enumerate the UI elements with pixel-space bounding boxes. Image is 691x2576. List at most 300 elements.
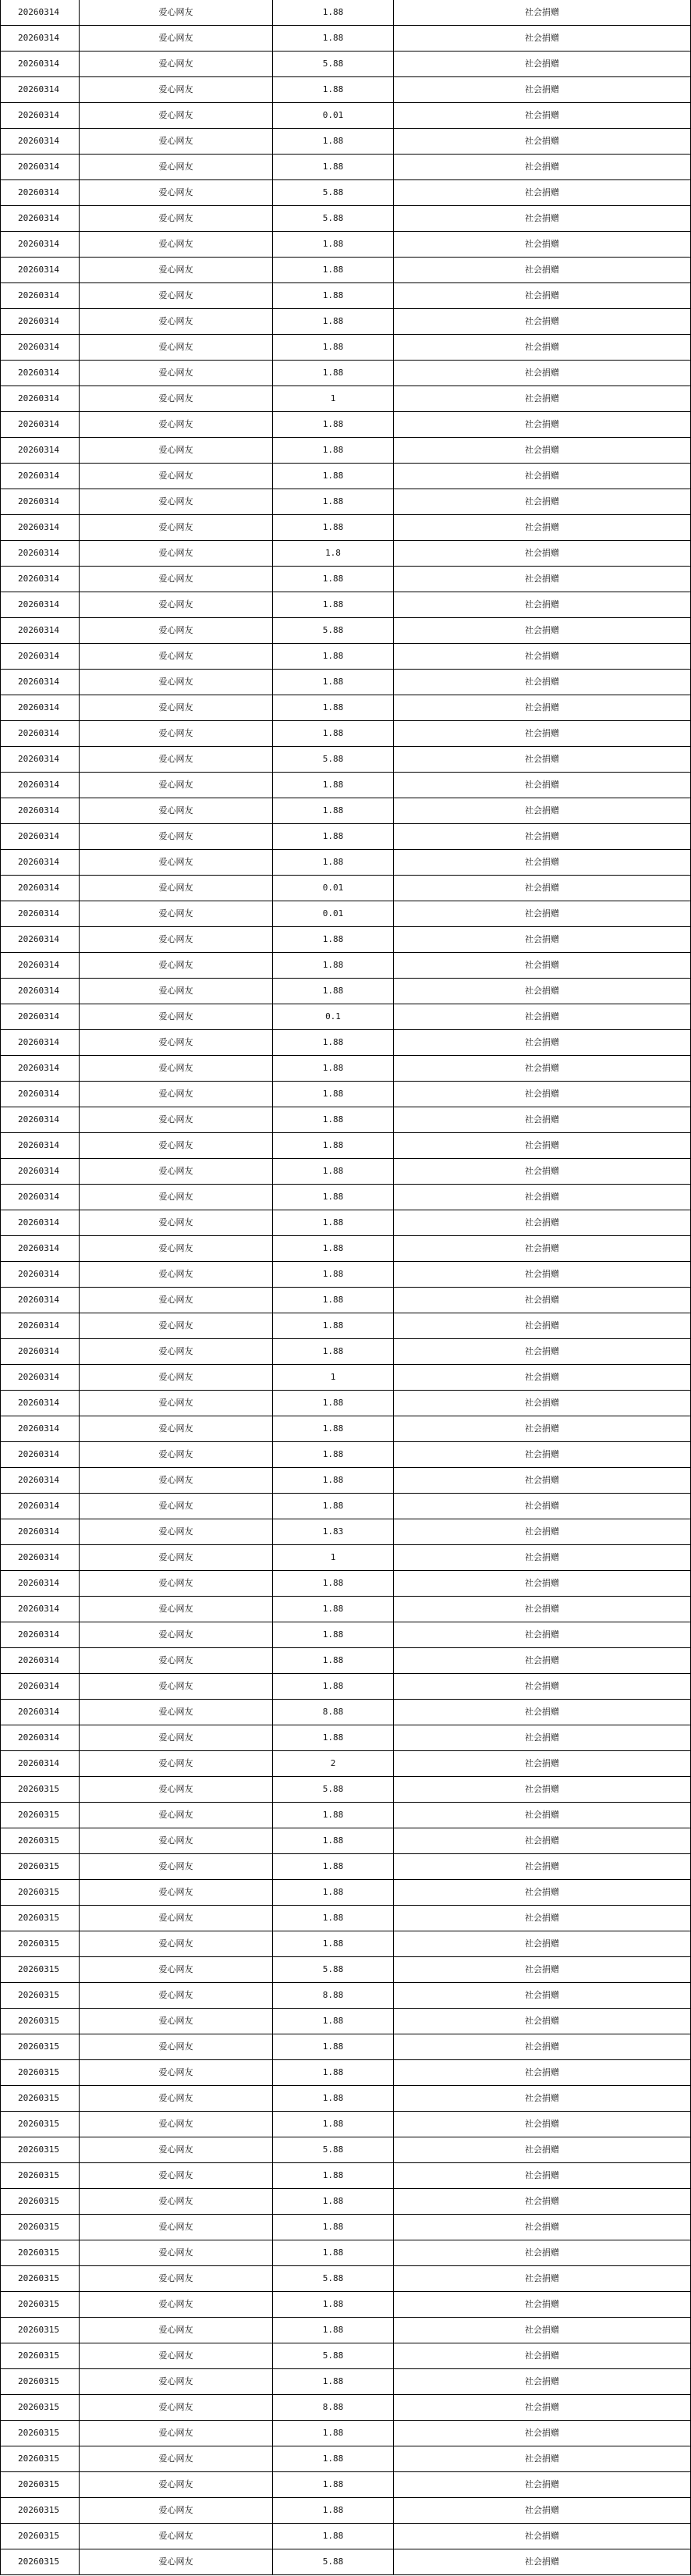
donor-cell: 爱心网友 [80, 1571, 273, 1597]
donation-type-cell: 社会捐赠 [394, 386, 691, 412]
donor-cell: 爱心网友 [80, 1442, 273, 1468]
donation-type-cell: 社会捐赠 [394, 2369, 691, 2395]
amount-cell: 1.88 [273, 2060, 394, 2086]
amount-cell: 0.01 [273, 901, 394, 927]
donor-cell: 爱心网友 [80, 1391, 273, 1416]
donor-cell: 爱心网友 [80, 2137, 273, 2163]
date-cell: 20260314 [1, 1571, 80, 1597]
donation-type-cell: 社会捐赠 [394, 618, 691, 644]
date-cell: 20260314 [1, 232, 80, 258]
table-row [1, 283, 691, 309]
donor-cell: 爱心网友 [80, 155, 273, 180]
date-cell: 20260315 [1, 1854, 80, 1880]
donor-cell: 爱心网友 [80, 1880, 273, 1906]
table-row [1, 1416, 691, 1442]
amount-cell: 5.88 [273, 2549, 394, 2575]
date-cell: 20260315 [1, 2549, 80, 2575]
table-row [1, 1185, 691, 1210]
donation-type-cell: 社会捐赠 [394, 2421, 691, 2446]
donation-type-cell: 社会捐赠 [394, 1416, 691, 1442]
donation-type-cell: 社会捐赠 [394, 1648, 691, 1674]
donation-type-cell: 社会捐赠 [394, 747, 691, 773]
amount-cell: 1.88 [273, 2189, 394, 2215]
donation-type-cell: 社会捐赠 [394, 2240, 691, 2266]
date-cell: 20260314 [1, 335, 80, 361]
date-cell: 20260314 [1, 953, 80, 979]
amount-cell: 1.88 [273, 2240, 394, 2266]
table-row [1, 2086, 691, 2112]
donor-cell: 爱心网友 [80, 2369, 273, 2395]
table-row [1, 1056, 691, 1082]
date-cell: 20260315 [1, 1906, 80, 1931]
date-cell: 20260314 [1, 309, 80, 335]
amount-cell: 1.88 [273, 1906, 394, 1931]
amount-cell: 1.88 [273, 335, 394, 361]
date-cell: 20260314 [1, 1313, 80, 1339]
donation-type-cell: 社会捐赠 [394, 0, 691, 26]
amount-cell: 5.88 [273, 618, 394, 644]
donation-type-cell: 社会捐赠 [394, 1957, 691, 1983]
donation-type-cell: 社会捐赠 [394, 1159, 691, 1185]
table-row [1, 1957, 691, 1983]
table-row [1, 0, 691, 26]
donation-type-cell: 社会捐赠 [394, 979, 691, 1004]
donation-type-cell: 社会捐赠 [394, 232, 691, 258]
donor-cell: 爱心网友 [80, 541, 273, 567]
donation-type-cell: 社会捐赠 [394, 1107, 691, 1133]
donation-type-cell: 社会捐赠 [394, 2395, 691, 2421]
donor-cell: 爱心网友 [80, 592, 273, 618]
date-cell: 20260315 [1, 2498, 80, 2524]
donation-type-cell: 社会捐赠 [394, 2060, 691, 2086]
table-row [1, 1313, 691, 1339]
donation-type-cell: 社会捐赠 [394, 721, 691, 747]
donor-cell: 爱心网友 [80, 927, 273, 953]
date-cell: 20260314 [1, 773, 80, 798]
amount-cell: 1.88 [273, 2318, 394, 2343]
amount-cell: 1.88 [273, 695, 394, 721]
table-row [1, 876, 691, 901]
table-row [1, 1494, 691, 1519]
donor-cell: 爱心网友 [80, 2318, 273, 2343]
amount-cell: 1.88 [273, 438, 394, 464]
date-cell: 20260314 [1, 26, 80, 52]
table-row [1, 2060, 691, 2086]
amount-cell: 1.88 [273, 1597, 394, 1622]
table-row [1, 1236, 691, 1262]
date-cell: 20260315 [1, 1931, 80, 1957]
amount-cell: 1.88 [273, 0, 394, 26]
donor-cell: 爱心网友 [80, 77, 273, 103]
date-cell: 20260315 [1, 2472, 80, 2498]
date-cell: 20260314 [1, 567, 80, 592]
amount-cell: 5.88 [273, 2137, 394, 2163]
donation-type-cell: 社会捐赠 [394, 670, 691, 695]
date-cell: 20260315 [1, 2086, 80, 2112]
amount-cell: 5.88 [273, 1957, 394, 1983]
amount-cell: 1.88 [273, 2086, 394, 2112]
donation-type-cell: 社会捐赠 [394, 1442, 691, 1468]
amount-cell: 1.88 [273, 567, 394, 592]
amount-cell: 1.88 [273, 2215, 394, 2240]
table-row [1, 361, 691, 386]
amount-cell: 1.88 [273, 721, 394, 747]
date-cell: 20260315 [1, 2421, 80, 2446]
amount-cell: 1.88 [273, 2524, 394, 2549]
donor-cell: 爱心网友 [80, 1313, 273, 1339]
donation-type-cell: 社会捐赠 [394, 438, 691, 464]
date-cell: 20260314 [1, 695, 80, 721]
table-row [1, 1107, 691, 1133]
amount-cell: 0.1 [273, 1004, 394, 1030]
donation-type-cell: 社会捐赠 [394, 695, 691, 721]
amount-cell: 5.88 [273, 206, 394, 232]
donation-type-cell: 社会捐赠 [394, 798, 691, 824]
donor-cell: 爱心网友 [80, 798, 273, 824]
donor-cell: 爱心网友 [80, 721, 273, 747]
donation-type-cell: 社会捐赠 [394, 1622, 691, 1648]
donation-type-cell: 社会捐赠 [394, 2472, 691, 2498]
date-cell: 20260314 [1, 1082, 80, 1107]
date-cell: 20260314 [1, 129, 80, 155]
table-row [1, 670, 691, 695]
donor-cell: 爱心网友 [80, 1056, 273, 1082]
date-cell: 20260315 [1, 2137, 80, 2163]
amount-cell: 8.88 [273, 1983, 394, 2009]
table-row [1, 26, 691, 52]
donor-cell: 爱心网友 [80, 309, 273, 335]
date-cell: 20260315 [1, 2446, 80, 2472]
donation-type-cell: 社会捐赠 [394, 1545, 691, 1571]
table-row [1, 1571, 691, 1597]
date-cell: 20260314 [1, 1133, 80, 1159]
date-cell: 20260314 [1, 541, 80, 567]
donor-cell: 爱心网友 [80, 670, 273, 695]
amount-cell: 1.88 [273, 2112, 394, 2137]
donation-type-cell: 社会捐赠 [394, 567, 691, 592]
date-cell: 20260314 [1, 0, 80, 26]
date-cell: 20260315 [1, 2189, 80, 2215]
amount-cell: 1.88 [273, 1803, 394, 1828]
amount-cell: 5.88 [273, 2266, 394, 2292]
donation-type-cell: 社会捐赠 [394, 1210, 691, 1236]
table-row [1, 2137, 691, 2163]
donor-cell: 爱心网友 [80, 1262, 273, 1288]
table-row [1, 618, 691, 644]
amount-cell: 1.88 [273, 979, 394, 1004]
amount-cell: 0.01 [273, 103, 394, 129]
date-cell: 20260314 [1, 77, 80, 103]
donation-type-cell: 社会捐赠 [394, 1880, 691, 1906]
date-cell: 20260315 [1, 1957, 80, 1983]
table-row [1, 1210, 691, 1236]
amount-cell: 1.88 [273, 1133, 394, 1159]
donor-cell: 爱心网友 [80, 206, 273, 232]
donor-cell: 爱心网友 [80, 2034, 273, 2060]
table-row [1, 2292, 691, 2318]
date-cell: 20260314 [1, 592, 80, 618]
amount-cell: 1.88 [273, 1313, 394, 1339]
donation-type-cell: 社会捐赠 [394, 1983, 691, 2009]
amount-cell: 1.88 [273, 2472, 394, 2498]
donor-cell: 爱心网友 [80, 1725, 273, 1751]
donor-cell: 爱心网友 [80, 1777, 273, 1803]
amount-cell: 8.88 [273, 1700, 394, 1725]
donation-type-cell: 社会捐赠 [394, 1931, 691, 1957]
table-row [1, 489, 691, 515]
donation-type-cell: 社会捐赠 [394, 773, 691, 798]
donation-type-cell: 社会捐赠 [394, 1725, 691, 1751]
donation-type-cell: 社会捐赠 [394, 876, 691, 901]
donation-type-cell: 社会捐赠 [394, 412, 691, 438]
amount-cell: 1.88 [273, 2292, 394, 2318]
donor-cell: 爱心网友 [80, 2086, 273, 2112]
donor-cell: 爱心网友 [80, 618, 273, 644]
amount-cell: 1.88 [273, 1339, 394, 1365]
table-row [1, 1803, 691, 1828]
amount-cell: 1.88 [273, 670, 394, 695]
amount-cell: 1.88 [273, 464, 394, 489]
amount-cell: 1.88 [273, 773, 394, 798]
donation-type-cell: 社会捐赠 [394, 489, 691, 515]
amount-cell: 1.88 [273, 1391, 394, 1416]
date-cell: 20260314 [1, 438, 80, 464]
amount-cell: 1.88 [273, 927, 394, 953]
table-row [1, 824, 691, 850]
donation-type-cell: 社会捐赠 [394, 1288, 691, 1313]
table-row [1, 1339, 691, 1365]
donor-cell: 爱心网友 [80, 695, 273, 721]
amount-cell: 1.88 [273, 644, 394, 670]
table-row [1, 1828, 691, 1854]
date-cell: 20260314 [1, 850, 80, 876]
amount-cell: 1.88 [273, 1674, 394, 1700]
amount-cell: 1.88 [273, 953, 394, 979]
table-row [1, 2343, 691, 2369]
donor-cell: 爱心网友 [80, 1828, 273, 1854]
donor-cell: 爱心网友 [80, 1107, 273, 1133]
donation-type-cell: 社会捐赠 [394, 2266, 691, 2292]
donation-type-cell: 社会捐赠 [394, 180, 691, 206]
table-row [1, 2472, 691, 2498]
donor-cell: 爱心网友 [80, 1519, 273, 1545]
amount-cell: 1.8 [273, 541, 394, 567]
donor-cell: 爱心网友 [80, 1468, 273, 1494]
donation-type-cell: 社会捐赠 [394, 1391, 691, 1416]
amount-cell: 1.88 [273, 258, 394, 283]
date-cell: 20260314 [1, 1674, 80, 1700]
donation-type-cell: 社会捐赠 [394, 2343, 691, 2369]
donation-type-cell: 社会捐赠 [394, 1854, 691, 1880]
amount-cell: 2 [273, 1751, 394, 1777]
date-cell: 20260314 [1, 1339, 80, 1365]
donor-cell: 爱心网友 [80, 103, 273, 129]
donor-cell: 爱心网友 [80, 1339, 273, 1365]
table-row [1, 1082, 691, 1107]
date-cell: 20260314 [1, 1210, 80, 1236]
donor-cell: 爱心网友 [80, 1674, 273, 1700]
table-row [1, 1288, 691, 1313]
date-cell: 20260315 [1, 2112, 80, 2137]
date-cell: 20260314 [1, 52, 80, 77]
amount-cell: 1.88 [273, 1494, 394, 1519]
amount-cell: 1 [273, 1365, 394, 1391]
date-cell: 20260314 [1, 901, 80, 927]
table-row [1, 258, 691, 283]
date-cell: 20260314 [1, 927, 80, 953]
amount-cell: 1.88 [273, 1288, 394, 1313]
table-row [1, 1133, 691, 1159]
donation-type-cell: 社会捐赠 [394, 52, 691, 77]
donation-type-cell: 社会捐赠 [394, 901, 691, 927]
date-cell: 20260315 [1, 2524, 80, 2549]
table-row [1, 773, 691, 798]
donation-type-cell: 社会捐赠 [394, 1906, 691, 1931]
date-cell: 20260315 [1, 2395, 80, 2421]
date-cell: 20260314 [1, 1519, 80, 1545]
table-row [1, 1468, 691, 1494]
amount-cell: 1.88 [273, 824, 394, 850]
table-row [1, 1519, 691, 1545]
donor-cell: 爱心网友 [80, 979, 273, 1004]
table-row [1, 2266, 691, 2292]
donation-type-cell: 社会捐赠 [394, 2086, 691, 2112]
donation-type-cell: 社会捐赠 [394, 1185, 691, 1210]
date-cell: 20260315 [1, 1880, 80, 1906]
donation-type-cell: 社会捐赠 [394, 103, 691, 129]
date-cell: 20260314 [1, 1648, 80, 1674]
date-cell: 20260314 [1, 1700, 80, 1725]
date-cell: 20260314 [1, 1107, 80, 1133]
donor-cell: 爱心网友 [80, 901, 273, 927]
donation-type-cell: 社会捐赠 [394, 2549, 691, 2575]
donation-type-cell: 社会捐赠 [394, 2524, 691, 2549]
table-row [1, 979, 691, 1004]
donor-cell: 爱心网友 [80, 644, 273, 670]
table-row [1, 1983, 691, 2009]
table-row [1, 2395, 691, 2421]
date-cell: 20260314 [1, 180, 80, 206]
table-row [1, 1365, 691, 1391]
donor-cell: 爱心网友 [80, 180, 273, 206]
date-cell: 20260314 [1, 1725, 80, 1751]
donation-type-cell: 社会捐赠 [394, 2292, 691, 2318]
donation-type-cell: 社会捐赠 [394, 1004, 691, 1030]
donation-type-cell: 社会捐赠 [394, 2446, 691, 2472]
date-cell: 20260314 [1, 283, 80, 309]
table-row [1, 77, 691, 103]
donor-cell: 爱心网友 [80, 953, 273, 979]
donor-cell: 爱心网友 [80, 2549, 273, 2575]
donation-type-cell: 社会捐赠 [394, 2189, 691, 2215]
donation-type-cell: 社会捐赠 [394, 206, 691, 232]
donor-cell: 爱心网友 [80, 2498, 273, 2524]
donor-cell: 爱心网友 [80, 1751, 273, 1777]
donor-cell: 爱心网友 [80, 567, 273, 592]
donation-type-cell: 社会捐赠 [394, 2034, 691, 2060]
amount-cell: 1.88 [273, 1056, 394, 1082]
amount-cell: 1.88 [273, 1854, 394, 1880]
date-cell: 20260315 [1, 2343, 80, 2369]
table-row [1, 1725, 691, 1751]
donation-type-cell: 社会捐赠 [394, 644, 691, 670]
donor-cell: 爱心网友 [80, 2472, 273, 2498]
donation-type-cell: 社会捐赠 [394, 129, 691, 155]
donation-type-cell: 社会捐赠 [394, 1313, 691, 1339]
date-cell: 20260314 [1, 1622, 80, 1648]
donor-cell: 爱心网友 [80, 1288, 273, 1313]
donation-type-cell: 社会捐赠 [394, 283, 691, 309]
donation-type-cell: 社会捐赠 [394, 1236, 691, 1262]
donation-type-cell: 社会捐赠 [394, 515, 691, 541]
table-row [1, 850, 691, 876]
donation-type-cell: 社会捐赠 [394, 2163, 691, 2189]
table-row [1, 1777, 691, 1803]
amount-cell: 1.88 [273, 1159, 394, 1185]
table-row [1, 2549, 691, 2575]
amount-cell: 1.88 [273, 2421, 394, 2446]
table-row [1, 1906, 691, 1931]
amount-cell: 5.88 [273, 2343, 394, 2369]
amount-cell: 1.88 [273, 1262, 394, 1288]
donor-cell: 爱心网友 [80, 2112, 273, 2137]
donor-cell: 爱心网友 [80, 361, 273, 386]
donation-type-cell: 社会捐赠 [394, 953, 691, 979]
donation-type-cell: 社会捐赠 [394, 1751, 691, 1777]
date-cell: 20260314 [1, 206, 80, 232]
table-row [1, 1159, 691, 1185]
donor-cell: 爱心网友 [80, 2524, 273, 2549]
table-row [1, 901, 691, 927]
amount-cell: 1.88 [273, 1185, 394, 1210]
date-cell: 20260314 [1, 1391, 80, 1416]
date-cell: 20260314 [1, 1365, 80, 1391]
date-cell: 20260314 [1, 747, 80, 773]
date-cell: 20260314 [1, 155, 80, 180]
date-cell: 20260314 [1, 258, 80, 283]
date-cell: 20260314 [1, 670, 80, 695]
donation-type-cell: 社会捐赠 [394, 1700, 691, 1725]
amount-cell: 5.88 [273, 747, 394, 773]
amount-cell: 1.88 [273, 2163, 394, 2189]
amount-cell: 1.88 [273, 592, 394, 618]
donor-cell: 爱心网友 [80, 2266, 273, 2292]
table-row [1, 2446, 691, 2472]
donation-type-cell: 社会捐赠 [394, 1828, 691, 1854]
donor-cell: 爱心网友 [80, 1082, 273, 1107]
table-row [1, 1004, 691, 1030]
amount-cell: 1.88 [273, 77, 394, 103]
table-row [1, 1442, 691, 1468]
date-cell: 20260314 [1, 386, 80, 412]
table-row [1, 2009, 691, 2034]
date-cell: 20260315 [1, 2060, 80, 2086]
donation-type-cell: 社会捐赠 [394, 309, 691, 335]
amount-cell: 1.88 [273, 26, 394, 52]
amount-cell: 5.88 [273, 52, 394, 77]
date-cell: 20260315 [1, 1983, 80, 2009]
date-cell: 20260314 [1, 412, 80, 438]
donation-type-cell: 社会捐赠 [394, 361, 691, 386]
table-row [1, 1931, 691, 1957]
date-cell: 20260314 [1, 798, 80, 824]
amount-cell: 1 [273, 1545, 394, 1571]
donor-cell: 爱心网友 [80, 1494, 273, 1519]
donor-cell: 爱心网友 [80, 850, 273, 876]
date-cell: 20260315 [1, 2292, 80, 2318]
amount-cell: 1.88 [273, 2498, 394, 2524]
date-cell: 20260314 [1, 1545, 80, 1571]
